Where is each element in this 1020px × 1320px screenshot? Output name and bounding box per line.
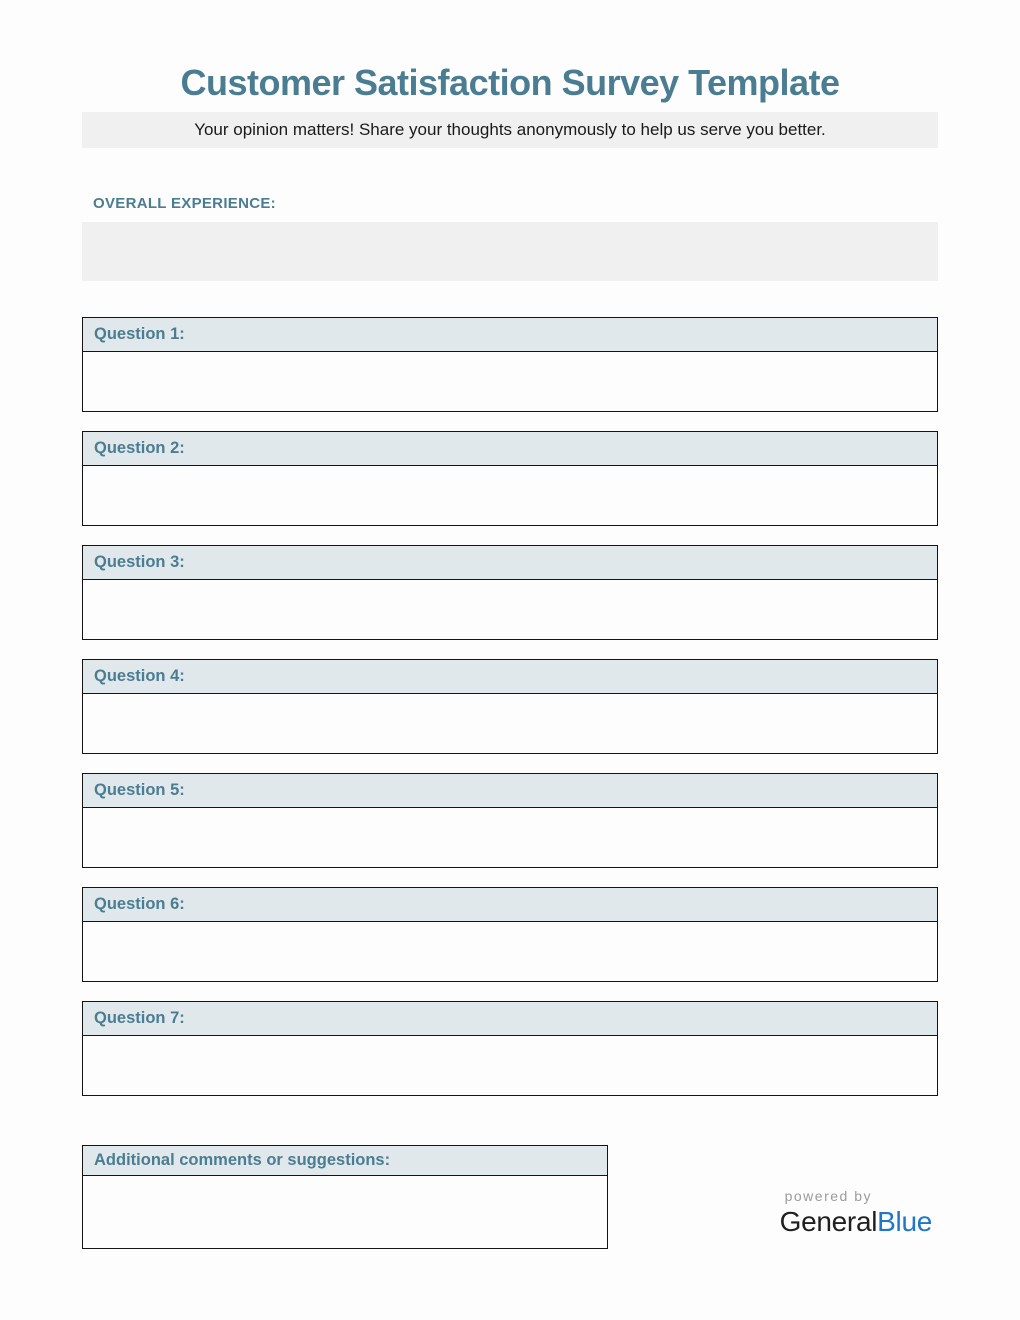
question-2-answer-box[interactable] (82, 466, 938, 526)
question-5-answer-box[interactable] (82, 808, 938, 868)
question-1-answer-box[interactable] (82, 352, 938, 412)
brand-general-text: General (779, 1206, 878, 1237)
question-1-label: Question 1: (82, 317, 938, 352)
question-section-6 (82, 887, 938, 982)
question-section-5 (82, 773, 938, 868)
question-6-label: Question 6: (82, 887, 938, 922)
question-7-label: Question 7: (82, 1001, 938, 1036)
additional-comments-label: Additional comments or suggestions: (82, 1145, 608, 1176)
question-3-label: Question 3: (82, 545, 938, 580)
question-3-answer-box[interactable] (82, 580, 938, 640)
question-section-4 (82, 659, 938, 754)
question-6-answer-box[interactable] (82, 922, 938, 982)
question-section-7 (82, 1001, 938, 1096)
additional-comments-section (82, 1145, 608, 1249)
overall-experience-label: OVERALL EXPERIENCE: (93, 195, 276, 212)
question-section-2 (82, 431, 938, 526)
subtitle-text: Your opinion matters! Share your thoughts anonymously to help us serve you better. (194, 120, 826, 139)
question-7-answer-box[interactable] (82, 1036, 938, 1096)
page-title: Customer Satisfaction Survey Template (180, 62, 840, 103)
question-section-3 (82, 545, 938, 640)
overall-experience-input[interactable] (82, 222, 938, 281)
content-column (82, 112, 938, 1249)
brand-wordmark (780, 1206, 932, 1238)
question-section-1 (82, 317, 938, 412)
brand-blue-text: Blue (877, 1206, 932, 1237)
question-5-label: Question 5: (82, 773, 938, 808)
question-2-label: Question 2: (82, 431, 938, 466)
question-4-label: Question 4: (82, 659, 938, 694)
subtitle-banner (82, 112, 938, 148)
question-4-answer-box[interactable] (82, 694, 938, 754)
general-blue-logo (780, 1188, 932, 1238)
additional-comments-input[interactable] (82, 1176, 608, 1249)
powered-by-text: powered by (784, 1188, 872, 1204)
